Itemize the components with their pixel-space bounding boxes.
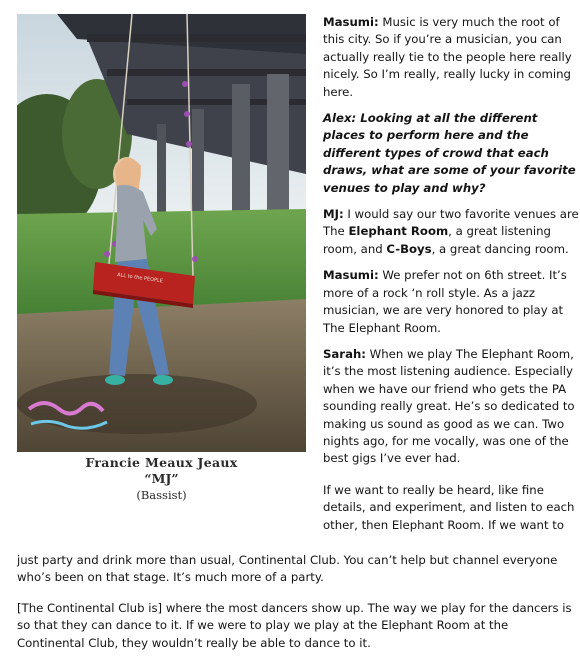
paragraph-text: , a great listening room, and bbox=[323, 224, 551, 256]
paragraph-2-question bbox=[323, 110, 580, 197]
interview-photo bbox=[17, 14, 306, 452]
svg-text:ALL to the PEOPLE: ALL to the PEOPLE bbox=[116, 272, 164, 285]
paragraph-text: Music is very much the root of this city. So if you’re a musician, you can actually really tie to the people here really nicely. So I’m really, really lucky in coming here. bbox=[323, 15, 572, 99]
caption-name: Francie Meaux Jeaux bbox=[85, 455, 238, 470]
paragraph-text: We prefer not on 6th street. It’s more of a rock ‘n roll style. As a jazz musician, we are very honored to play at The Elephant Room. bbox=[323, 268, 567, 335]
paragraph-text: I would say our two favorite venues are The bbox=[323, 207, 579, 239]
paragraph-6-continuation: just party and drink more than usual, Continental Club. You can’t help but channel everyone who’s been on that stage. It’s much more of a party. bbox=[17, 553, 558, 585]
paragraph-text: When we play The Elephant Room, it’s the most listening audience. Especially when we have our friend who gets the PA sounding really great. He’s so dedicated to making us sound as good as we can. Two nights ago, for me vocally, was one of the best gigs I’ve ever had. bbox=[323, 346, 575, 466]
paragraph-text: , a great dancing room. bbox=[431, 241, 569, 256]
photo-caption bbox=[17, 455, 306, 503]
paragraph-4 bbox=[323, 267, 580, 337]
paragraph-6-start: If we want to really be heard, like fine details, and experiment, and listen to each other, then Elephant Room. If we want to bbox=[323, 482, 575, 532]
paragraph-7: [The Continental Club is] where the most dancers show up. The way we play for the dancers is so that they can dance to it. If we were to play we play at the Elephant Room at the Continental Club, they wouldn’t really be able to dance to it. bbox=[17, 601, 572, 650]
interview-column bbox=[323, 14, 580, 543]
speaker-label: Alex: bbox=[323, 111, 357, 126]
venue-elephant-room: Elephant Room bbox=[348, 224, 449, 239]
paragraph-1 bbox=[323, 14, 580, 101]
paragraph-5 bbox=[323, 346, 580, 468]
caption-role: (Bassist) bbox=[136, 488, 187, 502]
speaker-label: Masumi: bbox=[323, 268, 379, 283]
paragraph-3 bbox=[323, 206, 580, 258]
venue-c-boys: C-Boys bbox=[386, 241, 432, 256]
speaker-label: Sarah: bbox=[323, 346, 366, 361]
speaker-label: Masumi: bbox=[323, 15, 379, 29]
caption-nickname: “MJ” bbox=[144, 471, 179, 486]
question-text: Looking at all the different places to perform here and the different types of crowd that each draws, what are some of your favorite venues to play and why? bbox=[323, 111, 576, 195]
speaker-label: MJ: bbox=[323, 207, 344, 222]
